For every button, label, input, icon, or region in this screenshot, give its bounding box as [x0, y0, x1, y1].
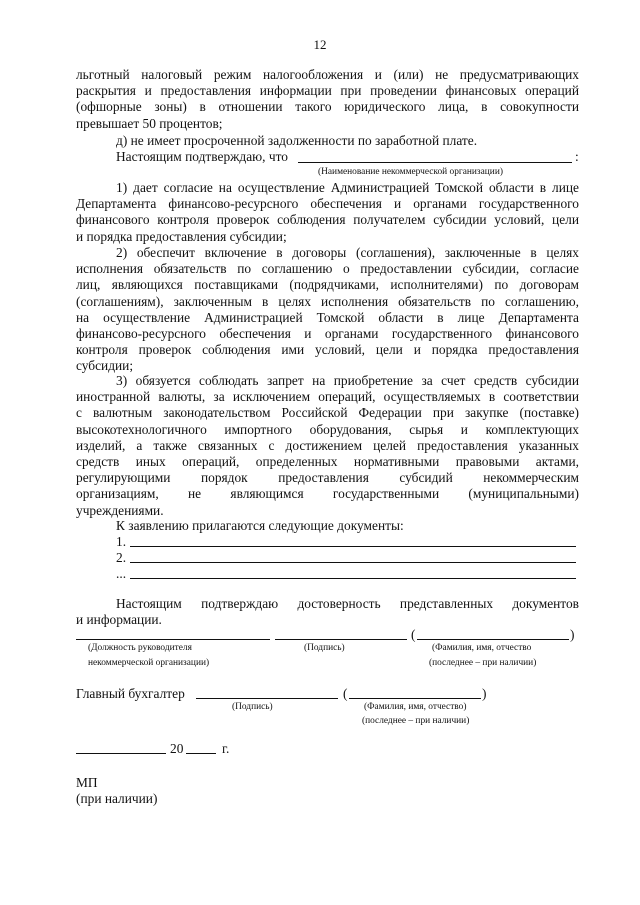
name-caption-1: (Фамилия, имя, отчество — [432, 643, 532, 653]
accountant-signature-line — [196, 698, 338, 699]
page-number: 12 — [313, 37, 327, 52]
name-close-paren: ) — [570, 627, 575, 642]
accountant-name-line — [349, 698, 481, 699]
attachment-line-1 — [130, 546, 576, 547]
text-line: 3) обязуется соблюдать запрет на приобретение за счет средств субсидии — [116, 373, 579, 388]
text-line: на осуществление Администрацией Томской области в лице Департамента — [76, 309, 579, 325]
text-line: исполнения обязательств по соглашению о предоставлении субсидии, согласие — [76, 261, 579, 277]
text-line: 2) обеспечит включение в договоры (соглашения), заключенные в целях — [116, 245, 579, 260]
text-line: Департамента финансово-ресурсного обеспечения и органами государственного — [76, 196, 579, 212]
text-line: и порядка предоставления субсидии; — [76, 228, 287, 244]
text-line: средств иных операций, определенных нормативными правовыми актами, — [76, 454, 579, 470]
text-line: регулирующими порядок предоставления субсидий некоммерческим — [76, 470, 579, 486]
chief-accountant-label: Главный бухгалтер — [76, 686, 185, 701]
text-line: учреждениями. — [76, 502, 164, 518]
text-line: с валютным законодательством Российской Федерации при закупке (поставке) — [76, 405, 579, 421]
confirm-prefix: Настоящим подтверждаю, что — [116, 149, 288, 164]
accountant-open-paren: ( — [343, 686, 348, 701]
text-line: субсидии; — [76, 358, 134, 374]
org-name-line — [298, 162, 572, 163]
text-line: Настоящим подтверждаю достоверность представленных документов — [116, 596, 579, 611]
accountant-close-paren: ) — [482, 686, 487, 701]
accountant-signature-caption: (Подпись) — [232, 702, 273, 712]
attachments-title: К заявлению прилагаются следующие документы: — [116, 518, 404, 533]
name-caption-2: (последнее – при наличии) — [429, 658, 537, 668]
text-line: финансово-ресурсного обеспечения и органами государственного финансового — [76, 326, 579, 342]
attachment-line-3 — [130, 578, 576, 579]
certify-paragraph — [76, 596, 579, 628]
attachment-number-3: ... — [116, 566, 127, 581]
signature-line — [275, 639, 407, 640]
text-line: лиц, являющихся поставщиками (подрядчиками, исполнителями) по договорам — [76, 277, 579, 293]
clause-2 — [76, 245, 579, 375]
name-line — [417, 639, 569, 640]
date-suffix: г. — [222, 741, 230, 756]
position-caption-1: (Должность руководителя — [88, 643, 192, 653]
text-line: 1) дает согласие на осуществление Администрацией Томской области в лице — [116, 180, 579, 195]
text-line: финансового контроля проверок соблюдения получателем субсидии условий, цели — [76, 212, 579, 228]
name-open-paren: ( — [411, 627, 416, 642]
attachment-number-2: 2. — [116, 550, 127, 565]
paragraph-continuation — [76, 67, 579, 132]
date-year-line — [186, 753, 216, 754]
confirm-suffix: : — [575, 149, 579, 164]
text-line: (соглашениям), заключенным в целях исполнения обязательств по соглашению, — [76, 293, 579, 309]
signature-caption: (Подпись) — [304, 643, 345, 653]
stamp-label: МП — [76, 775, 98, 790]
attachment-number-1: 1. — [116, 534, 127, 549]
date-year-prefix: 20 — [170, 741, 184, 756]
text-line: изделий, а также связанных с достижением целей предоставления указанных — [76, 437, 579, 453]
stamp-note: (при наличии) — [76, 791, 158, 806]
text-line: высокотехнологичного импортного оборудования, сырья и комплектующих — [76, 421, 579, 437]
text-line: льготный налоговый режим налогообложения и (или) не предусматривающих — [76, 67, 579, 82]
text-line: раскрытия и предоставления информации при проведении финансовых операций — [76, 83, 579, 99]
text-line: (офшорные зоны) в отношении такого юридического лица, в совокупности — [76, 99, 579, 115]
text-line: и информации. — [76, 612, 162, 628]
accountant-name-caption-1: (Фамилия, имя, отчество) — [364, 702, 467, 712]
clause-3 — [76, 373, 579, 519]
text-line: иностранной валюты, за исключением операций, осуществляемых в соответствии — [76, 389, 579, 405]
attachment-line-2 — [130, 562, 576, 563]
item-d: д) не имеет просроченной задолженности по заработной плате. — [116, 133, 478, 148]
text-line: организациям, не являющимся государственными (муниципальными) — [76, 486, 579, 502]
position-caption-2: некоммерческой организации) — [88, 658, 210, 668]
org-name-caption: (Наименование некоммерческой организации) — [318, 167, 503, 177]
clause-1 — [76, 180, 579, 245]
date-day-line — [76, 753, 166, 754]
text-line: контроля проверок соблюдения ими условий, цели и порядка предоставления — [76, 342, 579, 358]
accountant-name-caption-2: (последнее – при наличии) — [362, 716, 470, 726]
position-line — [76, 639, 270, 640]
text-line: превышает 50 процентов; — [76, 115, 223, 131]
